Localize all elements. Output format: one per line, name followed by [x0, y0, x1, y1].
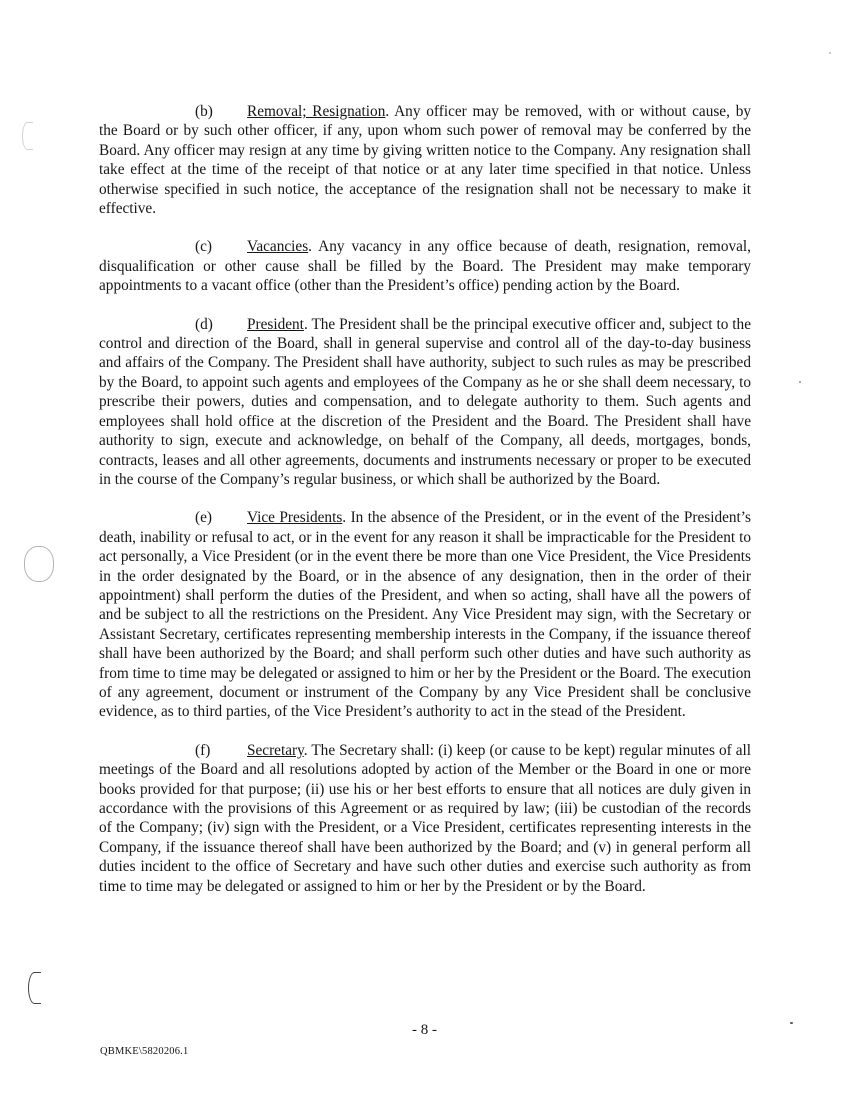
paragraph-number: (f)	[195, 741, 211, 759]
punch-hole-mark	[24, 546, 54, 582]
paragraph-number: (c)	[195, 238, 212, 256]
paragraph-heading: President	[247, 315, 304, 333]
paragraph-vice-presidents	[99, 508, 751, 721]
paragraph-president	[99, 315, 751, 490]
paragraph-vacancies	[99, 237, 751, 295]
paragraph-number: (b)	[195, 103, 213, 120]
paragraph-text: . Any vacancy in any office because of death, resignation, removal, disqualification or other cause shall be filled by the Board. The President may make temporary appointments to a vacant office (other than the President’s office) pending action by the Board.	[99, 238, 751, 295]
document-body	[99, 102, 751, 915]
document-id: QBMKE\5820206.1	[100, 1046, 189, 1057]
paragraph-text: . The Secretary shall: (i) keep (or cause to be kept) regular minutes of all meetings of the Board and all resolutions adopted by action of the Member or the Board in one or more books provided for that purpose; (ii) use his or her best efforts to ensure that all notices are duly given in accordance with the provisions of this Agreement or as required by law; (iii) be custodian of the records of the Company; (iv) sign with the President, or a Vice President, certificates representing interests in the Company, if the issuance thereof shall have been authorized by the Board; and (v) in general perform all duties incident to the office of Secretary and have such other duties and exercise such authority as from time to time may be delegated or assigned to him or her by the President or by the Board.	[99, 741, 751, 895]
punch-hole-mark	[22, 122, 33, 150]
scan-speck	[829, 52, 831, 54]
paragraph-text: . Any officer may be removed, with or without cause, by the Board or by such other officer, if any, upon whom such power of removal may be conferred by the Board. Any officer may resign at any time by giving written notice to the Company. Any resignation shall take effect at the time of the receipt of that notice or at any later time specified in that notice. Unless otherwise specified in such notice, the acceptance of the resignation shall not be necessary to make it effective.	[99, 103, 751, 218]
paragraph-removal-resignation	[99, 102, 751, 218]
paragraph-secretary	[99, 741, 751, 896]
scan-speck	[799, 381, 801, 383]
paragraph-number: (d)	[195, 315, 213, 333]
paragraph-heading: Removal; Resignation	[247, 103, 386, 120]
paragraph-number: (e)	[195, 509, 212, 527]
paragraph-text: . The President shall be the principal executive officer and, subject to the control and direction of the Board, shall in general supervise and control all of the day-to-day business and affairs of the Company. The President shall have authority, subject to such rules as may be prescribed by the Board, to appoint such agents and employees of the Company as he or she shall deem necessary, to prescribe their powers, duties and compensation, and to delegate authority to them. Such agents and employees shall hold office at the discretion of the President and the Board. The President shall have authority to sign, execute and acknowledge, on behalf of the Company, all deeds, mortgages, bonds, contracts, leases and all other agreements, documents and instruments necessary or proper to be executed in the course of the Company’s regular business, or which shall be authorized by the Board.	[99, 315, 751, 488]
paragraph-heading: Vice Presidents	[247, 509, 343, 527]
paragraph-heading: Secretary	[247, 741, 304, 759]
paragraph-heading: Vacancies	[247, 238, 309, 256]
paragraph-text: . In the absence of the President, or in the event of the President’s death, inability or refusal to act, or in the event for any reason it shall be impracticable for the President to act personally, a Vice President (or in the event there be more than one Vice President, the Vice Presidents in the order designated by the Board, or in the absence of any designation, then in the order of their appointment) shall perform the duties of the President, and when so acting, shall have all the powers of and be subject to all the restrictions on the President. Any Vice President may sign, with the Secretary or Assistant Secretary, certificates representing membership interests in the Company, if the issuance thereof shall have been authorized by the Board; and shall perform such other duties and have such authority as from time to time may be delegated or assigned to him or her by the President or the Board. The execution of any agreement, document or instrument of the Company by any Vice President shall be conclusive evidence, as to third parties, of the Vice President’s authority to act in the stead of the President.	[99, 509, 751, 721]
punch-hole-mark	[28, 972, 41, 1004]
page-number: - 8 -	[412, 1022, 437, 1038]
